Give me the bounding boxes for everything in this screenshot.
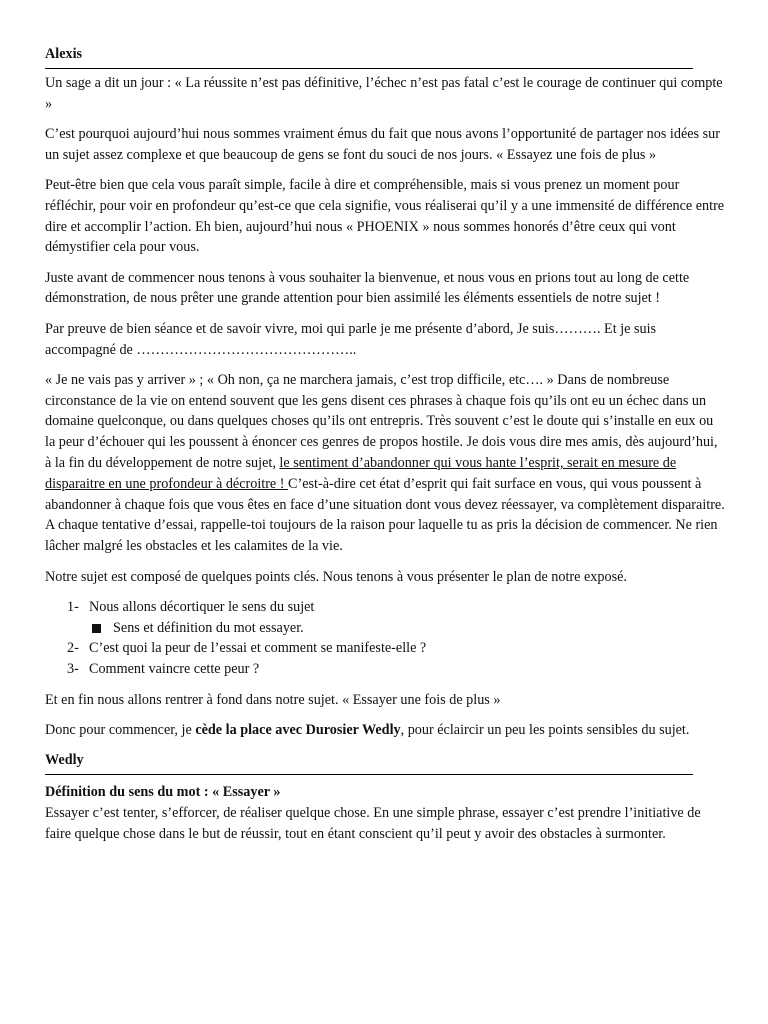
closing-paragraph — [45, 720, 725, 741]
document-page — [45, 44, 725, 854]
plan-subitem-text: Sens et définition du mot essayer. — [113, 619, 304, 636]
plan-item — [45, 597, 725, 618]
plan-item-text: C’est quoi la peur de l’essai et comment se manifeste-elle ? — [89, 640, 427, 657]
plan-item-number: 2- — [67, 640, 79, 657]
heading-rule — [45, 774, 693, 775]
after-plan-paragraph: Et en fin nous allons rentrer à fond dans notre sujet. « Essayer une fois de plus » — [45, 691, 501, 708]
plan-item-number: 3- — [67, 661, 79, 678]
paragraph-4: Juste avant de commencer nous tenons à vous souhaiter la bienvenue, et nous vous en prions tout au long de cette démonstration, de nous prêter une grande attention pour bien assimilé les éléments essentiels de notre sujet ! — [45, 269, 690, 307]
paragraph-6-continuation: C’est-à-dire cet état d’esprit qui fait surface en vous, qui vous poussent à abandonner à chaque fois que vous êtes en face d’une situation dont vous devez réessayer, va complètement disparaitre. A chaque tentative d’essai, rappelle-toi toujours de la raison pour laquelle tu as pris la décision de commencer. Ne rien lâcher malgré les obstacles et les calamites de la vie. — [45, 475, 725, 555]
paragraph-5: Par preuve de bien séance et de savoir vivre, moi qui parle je me présente d’abord, Je suis………. Et je suis accompagné de ……………………………………….. — [45, 320, 657, 358]
handover-bold-text: cède la place avec Durosier Wedly — [195, 721, 401, 738]
plan-item — [45, 659, 725, 680]
paragraph-1: Un sage a dit un jour : « La réussite n’est pas définitive, l’échec n’est pas fatal c’est le courage de continuer qui compte » — [45, 74, 723, 112]
plan-item — [45, 638, 725, 659]
plan-intro: Notre sujet est composé de quelques points clés. Nous tenons à vous présenter le plan de notre exposé. — [45, 568, 627, 585]
closing-text: Donc pour commencer, je — [45, 721, 196, 738]
plan-item-text: Comment vaincre cette peur ? — [89, 661, 260, 678]
plan-subitem — [45, 618, 725, 639]
definition-title: Définition du sens du mot : « Essayer » — [45, 783, 281, 800]
paragraph-3: Peut-être bien que cela vous paraît simple, facile à dire et compréhensible, mais si vous prenez un moment pour réfléchir, pour voir en profondeur qu’est-ce que cela signifie, vous réaliserai qu’il y a une immensité de différence entre dire et accomplir l’action. Eh bien, aujourd’hui nous « PHOENIX » nous sommes honorés d’être ceux qui vont démystifier cela pour vous. — [45, 176, 725, 256]
plan-list — [45, 597, 725, 680]
paragraph-6-text: « Je ne vais pas y arriver » ; « Oh non, ça ne marchera jamais, c’est trop difficile, etc…. » Dans de nombreuse circonstance de la vie on entend souvent que les gens disent ces phrases à chaque fois qu’ils ont eu un échec dans un domaine quelconque, ou dans quelques choses qu’ils ont entrepris. Très souvent c’est le doute qui s’installe en eux ou la peur d’échouer qui les poussent à énoncer ces genres de propos hostile. Je dois vous dire mes amis, dès aujourd’hui, à la fin du développement de notre sujet, — [45, 371, 718, 472]
paragraph-2: C’est pourquoi aujourd’hui nous sommes vraiment émus du fait que nous avons l’opportunité de partager nos idées sur un sujet assez complexe et que beaucoup de gens se font du souci de nos jours. « Essayez une fois de plus » — [45, 125, 720, 163]
speaker-heading-wedly: Wedly — [45, 752, 84, 769]
underlined-statement: le sentiment d’abandonner qui vous hante l’esprit, serait en mesure de disparaitre en une profondeur à décroitre ! — [45, 455, 677, 492]
heading-rule — [45, 68, 693, 69]
speaker-heading-alexis: Alexis — [45, 46, 83, 62]
plan-item-number: 1- — [67, 598, 79, 615]
square-bullet-icon — [92, 624, 101, 633]
closing-continuation: , pour éclaircir un peu les points sensibles du sujet. — [400, 721, 690, 738]
plan-item-text: Nous allons décortiquer le sens du sujet — [89, 598, 315, 615]
definition-text: Essayer c’est tenter, s’efforcer, de réaliser quelque chose. En une simple phrase, essayer c’est prendre l’initiative de faire quelque chose dans le but de réussir, tout en étant conscient qu’il peut y avoir des obstacles à surmonter. — [45, 804, 701, 842]
paragraph-6 — [45, 370, 725, 557]
